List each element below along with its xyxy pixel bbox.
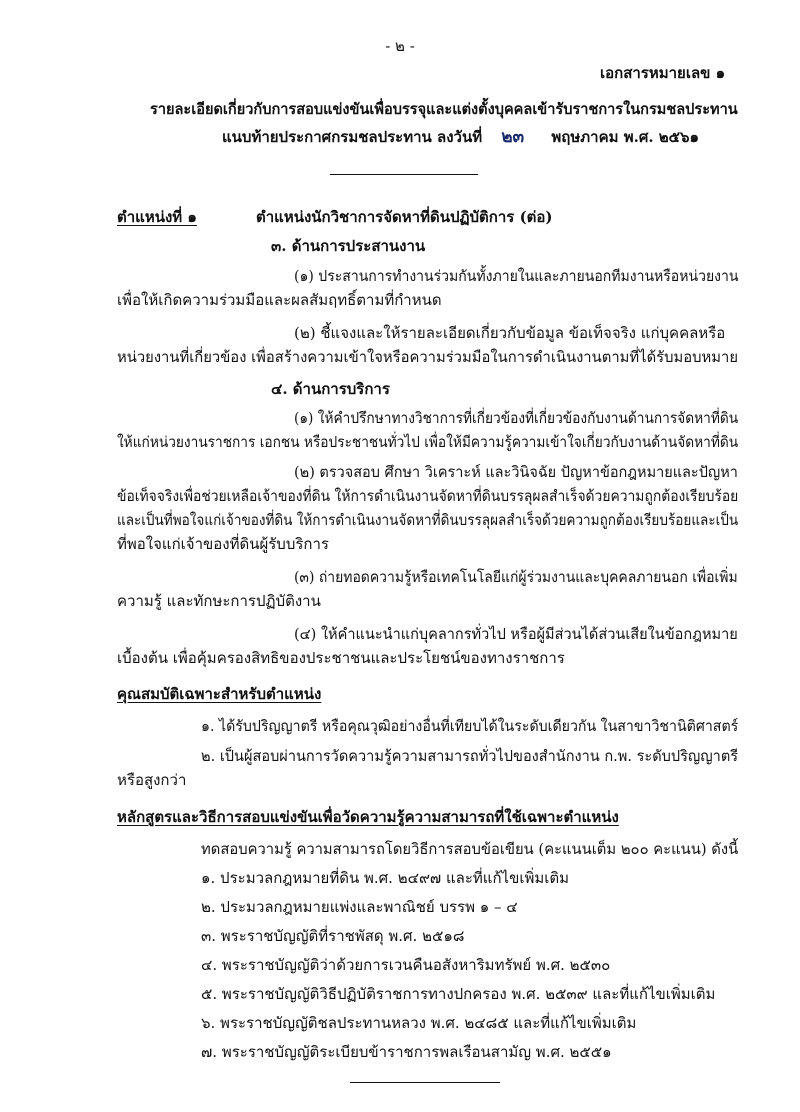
section3-heading: ๓. ด้านการประสานงาน bbox=[271, 237, 426, 255]
exam-intro: ทดสอบความรู้ ความสามารถโดยวิธีการสอบข้อเขียน (คะแนนเต็ม ๒๐๐ คะแนน) ดังนี้ bbox=[201, 840, 739, 858]
position-title: ตำแหน่งนักวิชาการจัดหาที่ดินปฏิบัติการ (ต่อ) bbox=[256, 208, 553, 226]
qualification-item2-line1: ๒. เป็นผู้สอบผ่านการวัดความรู้ความสามารถทั่วไปของสำนักงาน ก.พ. ระดับปริญญาตรี bbox=[201, 747, 739, 765]
section4-item2-line4: ที่พอใจแก่เจ้าของที่ดินผู้รับบริการ bbox=[117, 535, 329, 553]
exam-item-5: ๕. พระราชบัญญัติวิธีปฏิบัติราชการทางปกครอง พ.ศ. ๒๕๓๙ และที่แก้ไขเพิ่มเติม bbox=[201, 985, 716, 1003]
qualification-item1: ๑. ได้รับปริญญาตรี หรือคุณวุฒิอย่างอื่นที่เทียบได้ในระดับเดียวกัน ในสาขาวิชานิติศาสตร์ bbox=[201, 717, 739, 735]
qualification-item2-line2: หรือสูงกว่า bbox=[117, 771, 187, 789]
position-label: ตำแหน่งที่ ๑ bbox=[117, 208, 197, 226]
section3-item1-line2: เพื่อให้เกิดความร่วมมือและผลสัมฤทธิ์ตามที่กำหนด bbox=[117, 291, 442, 309]
qualifications-heading: คุณสมบัติเฉพาะสำหรับตำแหน่ง bbox=[117, 685, 322, 703]
document-reference: เอกสารหมายเลข ๑ bbox=[600, 64, 726, 82]
exam-item-6: ๖. พระราชบัญญัติชลประทานหลวง พ.ศ. ๒๔๘๕ และที่แก้ไขเพิ่มเติม bbox=[201, 1014, 637, 1032]
handwritten-day: ๒๓ bbox=[501, 127, 525, 147]
section4-heading: ๔. ด้านการบริการ bbox=[271, 380, 390, 398]
section4-item3-line1: (๓) ถ่ายทอดความรู้หรือเทคโนโลยีแก่ผู้ร่วมงานและบุคคลภายนอก เพื่อเพิ่ม bbox=[294, 568, 738, 586]
document-title-line2 bbox=[222, 127, 699, 147]
section4-item1-line1: (๑) ให้คำปรึกษาทางวิชาการที่เกี่ยวข้องที่เกี่ยวข้องกับงานด้านการจัดหาที่ดิน bbox=[294, 409, 739, 427]
document-title-line1: รายละเอียดเกี่ยวกับการสอบแข่งขันเพื่อบรรจุและแต่งตั้งบุคคลเข้ารับราชการในกรมชลประทาน bbox=[150, 100, 738, 118]
section4-item2-line1: (๒) ตรวจสอบ ศึกษา วิเคราะห์ และวินิจฉัย ปัญหาข้อกฎหมายและปัญหา bbox=[294, 463, 738, 481]
section4-item3-line2: ความรู้ และทักษะการปฏิบัติงาน bbox=[117, 592, 321, 610]
section4-item4-line2: เบื้องต้น เพื่อคุ้มครองสิทธิของประชาชนและประโยชน์ของทางราชการ bbox=[117, 649, 565, 667]
exam-item-3: ๓. พระราชบัญญัติที่ราชพัสดุ พ.ศ. ๒๕๑๘ bbox=[201, 927, 465, 945]
footer-divider bbox=[350, 1082, 500, 1083]
exam-item-4: ๔. พระราชบัญญัติว่าด้วยการเวนคืนอสังหาริมทรัพย์ พ.ศ. ๒๕๓๐ bbox=[201, 956, 611, 974]
section4-item1-line2: ให้แก่หน่วยงานราชการ เอกชน หรือประชาชนทั่วไป เพื่อให้มีความรู้ความเข้าใจเกี่ยวกับงานด้านจัดหาที่ดิน bbox=[117, 433, 739, 451]
header-divider bbox=[330, 174, 478, 175]
section4-item4-line1: (๔) ให้คำแนะนำแก่บุคลากรทั่วไป หรือผู้มีส่วนได้ส่วนเสียในข้อกฎหมาย bbox=[294, 625, 738, 643]
section4-item2-line2: ข้อเท็จจริงเพื่อช่วยเหลือเจ้าของที่ดิน ให้การดำเนินงานจัดหาที่ดินบรรลุผลสำเร็จด้วยความถูกต้องเรียบร้อย bbox=[117, 487, 739, 505]
section3-item2-line1: (๒) ชี้แจงและให้รายละเอียดเกี่ยวกับข้อมูล ข้อเท็จจริง แก่บุคคลหรือ bbox=[294, 324, 726, 342]
exam-heading: หลักสูตรและวิธีการสอบแข่งขันเพื่อวัดความรู้ความสามารถที่ใช้เฉพาะตำแหน่ง bbox=[117, 808, 619, 826]
title-line2-suffix: พฤษภาคม พ.ศ. ๒๕๖๑ bbox=[551, 128, 700, 146]
title-line2-prefix: แนบท้ายประกาศกรมชลประทาน ลงวันที่ bbox=[222, 128, 483, 146]
page-number: - ๒ - bbox=[385, 37, 415, 55]
exam-item-7: ๗. พระราชบัญญัติระเบียบข้าราชการพลเรือนสามัญ พ.ศ. ๒๕๕๑ bbox=[201, 1043, 612, 1061]
section4-item2-line3: และเป็นที่พอใจแก่เจ้าของที่ดิน ให้การดำเนินงานจัดหาที่ดินบรรลุผลสำเร็จด้วยความถูกต้องเรียบร้อยและเป็น bbox=[117, 511, 739, 529]
exam-item-2: ๒. ประมวลกฎหมายแพ่งและพาณิชย์ บรรพ ๑ – ๔ bbox=[201, 898, 518, 916]
section3-item1-line1: (๑) ประสานการทำงานร่วมกันทั้งภายในและภายนอกทีมงานหรือหน่วยงาน bbox=[294, 267, 739, 285]
exam-item-1: ๑. ประมวลกฎหมายที่ดิน พ.ศ. ๒๔๙๗ และที่แก้ไขเพิ่มเติม bbox=[201, 869, 569, 887]
section3-item2-line2: หน่วยงานที่เกี่ยวข้อง เพื่อสร้างความเข้าใจหรือความร่วมมือในการดำเนินงานตามที่ได้รับมอบหมาย bbox=[117, 348, 739, 366]
